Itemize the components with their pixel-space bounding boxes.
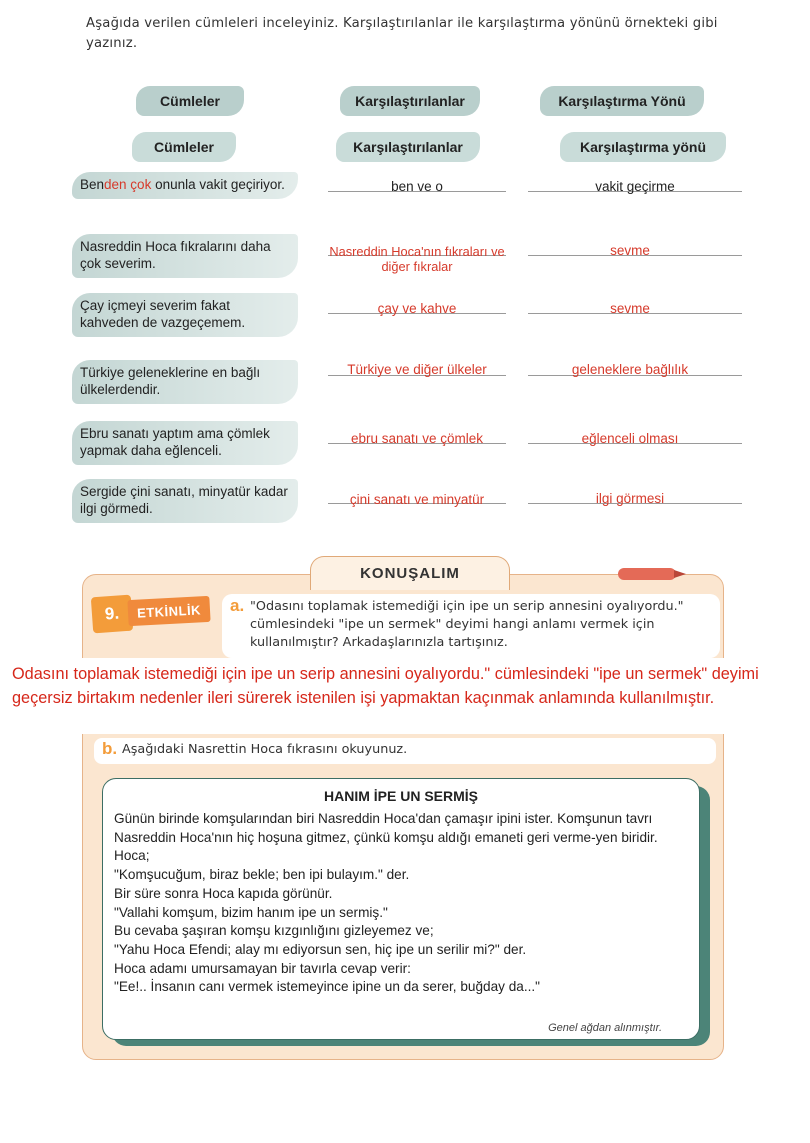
story-line: Hoca adamı umursamayan bir tavırla cevap verir: bbox=[114, 960, 411, 976]
compared-answer-1: ben ve o bbox=[391, 179, 443, 194]
activity-label: ETKİNLİK bbox=[127, 596, 210, 626]
compared-answer-2: Nasreddin Hoca'nın fıkraları ve diğer fıkralar bbox=[329, 244, 505, 274]
story-body bbox=[114, 810, 694, 997]
story-line: "Vallahi komşum, bizim hanım ipe un sermiş." bbox=[114, 904, 388, 920]
sentence-4: Türkiye geleneklerine en bağlı ülkelerdendir. bbox=[72, 360, 298, 404]
aspect-answer-5: eğlenceli olması bbox=[581, 431, 679, 446]
activity-number: 9. bbox=[91, 595, 133, 634]
story-line: "Komşucuğum, biraz bekle; ben ipi bulayım." der. bbox=[114, 867, 410, 883]
compared-answer-6: çini sanatı ve minyatür bbox=[349, 492, 485, 507]
header-sentences: Cümleler bbox=[136, 86, 244, 116]
aspect-answer-2: sevme bbox=[610, 243, 650, 258]
compared-answer-3: çay ve kahve bbox=[377, 301, 457, 316]
story-title: HANIM İPE UN SERMİŞ bbox=[323, 788, 478, 804]
part-a-letter: a. bbox=[230, 596, 245, 615]
konusalim-title: KONUŞALIM bbox=[310, 556, 510, 590]
sentence-1: Benden çok onunla vakit geçiriyor. bbox=[72, 172, 298, 199]
handwritten-answer: Odasını toplamak istemediği için ipe un serip annesini oyalıyordu." cümlesindeki "ipe un sermek" deyimi geçersiz birtakım nedenler ileri sürerek istenilen işi yapmaktan kaçınmak anlamında kullanılmıştır. bbox=[12, 665, 759, 707]
subheader-aspect: Karşılaştırma yönü bbox=[560, 132, 726, 162]
compared-answer-5: ebru sanatı ve çömlek bbox=[350, 431, 484, 446]
sentence-2: Nasreddin Hoca fıkralarını daha çok severim. bbox=[72, 234, 298, 278]
part-a-question: "Odasını toplamak istemediği için ipe un serip annesini oyalıyordu." cümlesindeki "ipe un sermek" deyimi hangi anlamı vermek için kullanılmıştır? Arkadaşlarınızla tartışınız. bbox=[250, 599, 684, 650]
sentence-3: Çay içmeyi severim fakat kahveden de vazgeçemem. bbox=[72, 293, 298, 337]
subheader-sentences: Cümleler bbox=[132, 132, 236, 162]
aspect-answer-1: vakit geçirme bbox=[595, 179, 675, 194]
story-source: Genel ağdan alınmıştır. bbox=[548, 1022, 662, 1034]
sentence-5: Ebru sanatı yaptım ama çömlek yapmak daha eğlenceli. bbox=[72, 421, 298, 465]
story-line: "Ee!.. İnsanın canı vermek istemeyince ipine un da serer, buğday da..." bbox=[114, 979, 541, 995]
highlight-comparison-word: den çok bbox=[104, 177, 152, 192]
aspect-answer-3: sevme bbox=[610, 301, 650, 316]
story-line: Bu cevaba şaşıran komşu kızgınlığını gizleyemez ve; bbox=[114, 923, 434, 939]
sentence-6: Sergide çini sanatı, minyatür kadar ilgi görmedi. bbox=[72, 479, 298, 523]
header-aspect: Karşılaştırma Yönü bbox=[540, 86, 704, 116]
story-line: Hoca; bbox=[114, 848, 150, 864]
aspect-answer-6: ilgi görmesi bbox=[595, 491, 665, 506]
part-b-text: Aşağıdaki Nasrettin Hoca fıkrasını okuyunuz. bbox=[122, 742, 408, 757]
compared-answer-4: Türkiye ve diğer ülkeler bbox=[347, 362, 487, 377]
subheader-compared: Karşılaştırılanlar bbox=[336, 132, 480, 162]
aspect-answer-4: geleneklere bağlılık bbox=[571, 362, 689, 377]
pencil-icon bbox=[618, 568, 676, 580]
story-line: "Yahu Hoca Efendi; alay mı ediyorsun sen, hiç ipe un serilir mi?" der. bbox=[114, 941, 527, 957]
story-line: Günün birinde komşularından biri Nasreddin Hoca'dan çamaşır ipini ister. Komşunun tavrı Nasreddin Hoca'nın hiç hoşuna gitmez, çünkü komşu aldığı emaneti geri verme-yen biridir. bbox=[114, 811, 658, 845]
instruction-text: Aşağıda verilen cümleleri inceleyiniz. Karşılaştırılanlar ile karşılaştırma yönünü örnekteki gibi yazınız. bbox=[86, 16, 718, 51]
header-compared: Karşılaştırılanlar bbox=[340, 86, 480, 116]
part-b-letter: b. bbox=[102, 739, 118, 758]
story-line: Bir süre sonra Hoca kapıda görünür. bbox=[114, 885, 333, 901]
